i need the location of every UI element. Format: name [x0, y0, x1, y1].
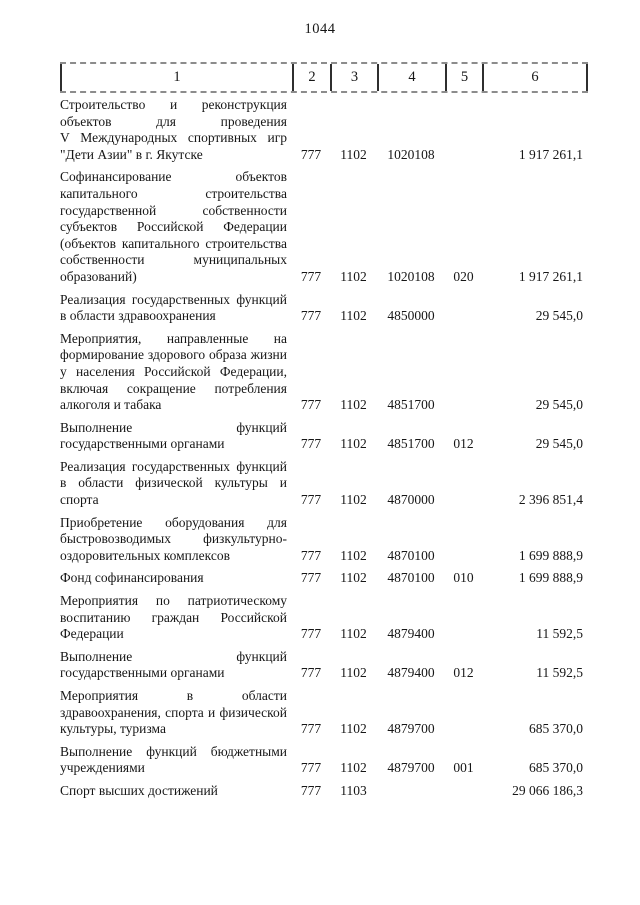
cell-target-item-code: 4870000: [387, 492, 435, 508]
table-row: [60, 420, 588, 453]
cell-amount: 1 917 261,1: [518, 146, 583, 162]
cell-chapter-code: 777: [300, 492, 322, 508]
header-cell-5: 5: [445, 64, 482, 91]
cell-section-code: 1102: [340, 397, 367, 413]
cell-chapter-code: 777: [300, 547, 322, 563]
cell-chapter-code: 777: [300, 436, 322, 452]
cell-chapter-code: 777: [300, 308, 322, 324]
cell-expense-type-code: 012: [453, 436, 474, 452]
table-row: [60, 169, 588, 285]
cell-target-item-code: 4851700: [387, 436, 435, 452]
cell-section-code: 1102: [340, 665, 367, 681]
cell-target-item-code: 1020108: [387, 146, 435, 162]
table-row: [60, 783, 588, 800]
cell-name: Реализация государственных функций в области здравоохранения: [60, 291, 287, 324]
cell-section-code: 1102: [340, 570, 367, 586]
cell-name: Софинансирование объектов капитального строительства государственной собственности субъектов Российской Федерации (объектов капитального строительства собственности муниципальных образований): [60, 169, 287, 284]
table-row: [60, 515, 588, 565]
cell-section-code: 1103: [340, 782, 367, 798]
header-cell-3: 3: [330, 64, 377, 91]
cell-target-item-code: 4879700: [387, 721, 435, 737]
cell-name: Реализация государственных функций в области физической культуры и спорта: [60, 458, 287, 508]
cell-amount: 685 370,0: [529, 760, 583, 776]
table-row: [60, 292, 588, 325]
cell-chapter-code: 777: [300, 397, 322, 413]
table-header-row: [60, 62, 588, 93]
cell-name: Выполнение функций бюджетными учреждениями: [60, 743, 287, 776]
cell-chapter-code: 777: [300, 570, 322, 586]
cell-chapter-code: 777: [300, 782, 322, 798]
cell-section-code: 1102: [340, 492, 367, 508]
cell-target-item-code: 1020108: [387, 268, 435, 284]
cell-name: Мероприятия по патриотическому воспитанию граждан Российской Федерации: [60, 593, 287, 642]
cell-section-code: 1102: [340, 547, 367, 563]
cell-amount: 11 592,5: [536, 626, 583, 642]
table-body: [60, 97, 588, 800]
cell-amount: 1 917 261,1: [518, 268, 583, 284]
cell-chapter-code: 777: [300, 146, 322, 162]
table-row: [60, 570, 588, 587]
cell-chapter-code: 777: [300, 665, 322, 681]
cell-name: Выполнение функций государственными органами: [60, 648, 287, 681]
cell-section-code: 1102: [340, 146, 367, 162]
cell-amount: 11 592,5: [536, 665, 583, 681]
cell-amount: 2 396 851,4: [518, 492, 583, 508]
cell-target-item-code: 4879400: [387, 665, 435, 681]
cell-name: Фонд софинансирования: [60, 570, 204, 586]
cell-name: Спорт высших достижений: [60, 782, 218, 798]
cell-amount: 1 699 888,9: [518, 570, 583, 586]
cell-chapter-code: 777: [300, 626, 322, 642]
table-row: [60, 744, 588, 777]
cell-target-item-code: 4870100: [387, 547, 435, 563]
cell-target-item-code: 4850000: [387, 308, 435, 324]
cell-amount: 29 545,0: [535, 308, 583, 324]
cell-target-item-code: 4851700: [387, 397, 435, 413]
cell-expense-type-code: 020: [453, 268, 474, 284]
cell-chapter-code: 777: [300, 760, 322, 776]
cell-amount: 685 370,0: [529, 721, 583, 737]
cell-amount: 1 699 888,9: [518, 547, 583, 563]
page-number: 1044: [304, 21, 336, 37]
cell-section-code: 1102: [340, 760, 367, 776]
cell-section-code: 1102: [340, 436, 367, 452]
header-cell-6: 6: [482, 64, 588, 91]
cell-name: Приобретение оборудования для быстровозводимых физкультурно-оздоровительных комплексов: [60, 514, 287, 563]
cell-target-item-code: 4879400: [387, 626, 435, 642]
header-cell-1: 1: [60, 64, 292, 91]
table-row: [60, 593, 588, 643]
header-cell-4: 4: [377, 64, 445, 91]
cell-section-code: 1102: [340, 308, 367, 324]
cell-amount: 29 066 186,3: [512, 782, 583, 798]
cell-amount: 29 545,0: [535, 436, 583, 452]
cell-chapter-code: 777: [300, 721, 322, 737]
cell-name: Мероприятия в области здравоохранения, спорта и физической культуры, туризма: [60, 688, 287, 737]
table-row: [60, 459, 588, 509]
cell-name: Строительство и реконструкция объектов для проведения V Международных спортивных игр "Дети Азии" в г. Якутске: [60, 97, 287, 162]
cell-expense-type-code: 012: [453, 665, 474, 681]
table-row: [60, 331, 588, 414]
cell-chapter-code: 777: [300, 268, 322, 284]
cell-target-item-code: 4879700: [387, 760, 435, 776]
table-row: [60, 649, 588, 682]
cell-section-code: 1102: [340, 721, 367, 737]
budget-table: [60, 62, 588, 800]
table-row: [60, 97, 588, 163]
cell-name: Мероприятия, направленные на формирование здорового образа жизни у населения Российской Федерации, включая сокращение потребления алкоголя и табака: [60, 330, 287, 413]
cell-name: Выполнение функций государственными органами: [60, 419, 287, 452]
cell-section-code: 1102: [340, 268, 367, 284]
cell-section-code: 1102: [340, 626, 367, 642]
cell-expense-type-code: 001: [453, 760, 474, 776]
cell-target-item-code: 4870100: [387, 570, 435, 586]
cell-amount: 29 545,0: [535, 397, 583, 413]
cell-expense-type-code: 010: [453, 570, 474, 586]
header-cell-2: 2: [292, 64, 330, 91]
table-row: [60, 688, 588, 738]
